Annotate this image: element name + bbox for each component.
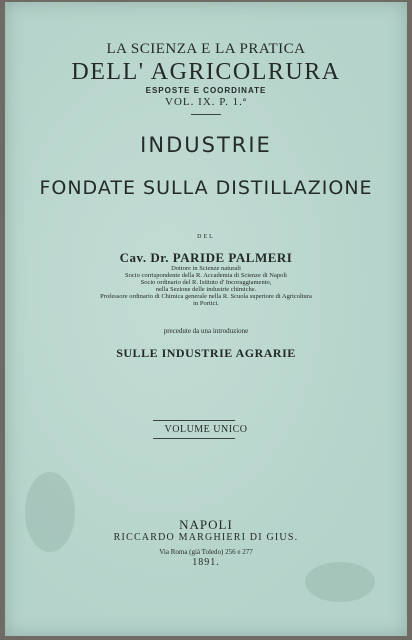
book-subtitle: FONDATE SULLA DISTILLAZIONE (39, 177, 373, 199)
author-title-line: in Portici. (193, 300, 219, 307)
book-title: INDUSTRIE (140, 133, 272, 157)
paper-stain (305, 562, 375, 602)
intro-note: precedute da una introduzione (163, 327, 249, 335)
publisher-address: Via Roma (già Toledo) 256 e 277 (159, 548, 253, 556)
title-page (5, 2, 407, 636)
author-title-line: Dottore in Scienze naturali (171, 265, 241, 272)
author-title-line: nella Sezione delle industrie chimiche. (155, 286, 257, 293)
divider (153, 420, 235, 421)
volume-label: VOLUME UNICO (164, 424, 248, 435)
series-line: LA SCIENZA E LA PRATICA (106, 41, 306, 57)
series-subtitle: ESPOSTE E COORDINATE (145, 86, 267, 95)
divider (153, 438, 235, 439)
publication-city: NAPOLI (179, 517, 233, 532)
series-title: DELL' AGRICOLRURA (71, 59, 341, 85)
divider (191, 114, 221, 115)
author-title-line: Socio ordinario del R. Istituto d' Incoraggiamento, (140, 279, 272, 286)
by-label: DEL (197, 234, 215, 240)
intro-title: SULLE INDUSTRIE AGRARIE (116, 346, 296, 360)
author-title-line: Socio corrispondente della R. Accademia di Scienze di Napoli (125, 272, 287, 279)
author-name: Cav. Dr. PARIDE PALMERI (119, 250, 293, 265)
author-title-line: Professore ordinario di Chimica generale nella R. Scuola superiore di Agricoltura (100, 293, 312, 300)
volume-reference: VOL. IX. P. 1.ª (165, 96, 247, 108)
publication-year: 1891. (192, 557, 220, 568)
publisher-name: RICCARDO MARGHIERI DI GIUS. (113, 532, 299, 543)
